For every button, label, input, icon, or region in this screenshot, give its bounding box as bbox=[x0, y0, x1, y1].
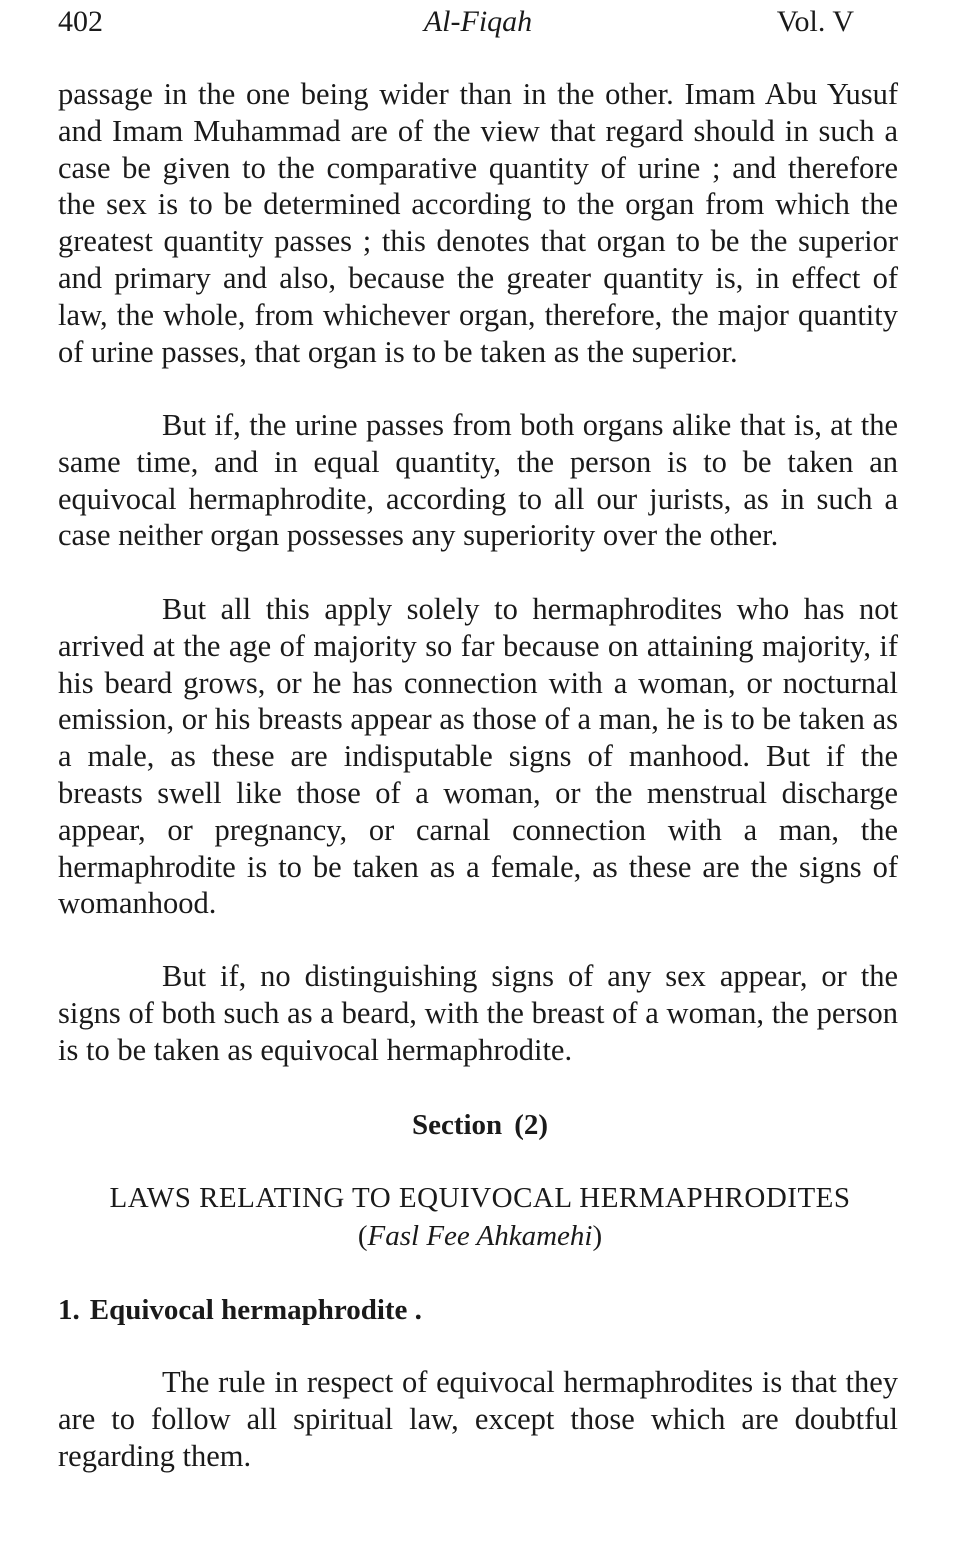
volume-label: Vol. V bbox=[776, 5, 854, 38]
paragraph-no-signs: But if, no distinguishing signs of any sex appear, or the signs of both such as a beard, with the breast of a woman, the person is to be taken as equivocal hermaphrodite. bbox=[58, 959, 898, 1067]
paragraph-majority-signs: But all this apply solely to hermaphrodites who has not arrived at the age of majority so far because on attaining majority, if his beard grows, or he has connection with a woman, or nocturnal emission, or his breasts appear as those of a man, he is to be taken as a male, as these are indisputable signs of manhood. But if the breasts swell like those of a woman, or the menstrual discharge appear, or pregnancy, or carnal connection with a man, the hermaphrodite is to be taken as a female, as these are the signs of womanhood. bbox=[58, 592, 898, 921]
subtitle-close-paren: ) bbox=[592, 1220, 603, 1252]
paragraph-rule: The rule in respect of equivocal hermaphrodites is that they are to follow all spiritual law, except those which are doubtful regarding them. bbox=[58, 1365, 898, 1473]
subheading-text: Equivocal hermaphrodite . bbox=[89, 1294, 422, 1326]
section-heading bbox=[0, 1107, 960, 1143]
running-title: Al-Fiqah bbox=[423, 5, 533, 38]
subheading-number: 1. bbox=[58, 1294, 80, 1326]
page-number: 402 bbox=[58, 5, 103, 38]
paragraph-continued: passage in the one being wider than in the other. Imam Abu Yusuf and Imam Muhammad are of the view that regard should in such a case be given to the comparative quantity of urine ; and therefore the sex is to be determined according to the organ from which the greatest quantity passes ; this denotes that organ to be the superior and primary and also, because the greater quantity is, in effect of law, the whole, from whichever organ, therefore, the major quantity of urine passes, that organ is to be taken as the superior. bbox=[58, 77, 898, 369]
section-number: (2) bbox=[514, 1109, 549, 1141]
paragraph-equal-urine: But if, the urine passes from both organs alike that is, at the same time, and in equal quantity, the person is to be taken an equivocal hermaphrodite, according to all our jurists, as in such a case neither organ possesses any superiority over the other. bbox=[58, 408, 898, 553]
subheading bbox=[58, 1292, 422, 1328]
subtitle-italic: Fasl Fee Ahkamehi bbox=[367, 1220, 593, 1252]
section-title: LAWS RELATING TO EQUIVOCAL HERMAPHRODITES bbox=[109, 1182, 851, 1214]
section-subtitle bbox=[0, 1218, 960, 1254]
page-header bbox=[58, 4, 898, 44]
section-label: Section bbox=[411, 1109, 503, 1141]
subtitle-open-paren: ( bbox=[357, 1220, 368, 1252]
